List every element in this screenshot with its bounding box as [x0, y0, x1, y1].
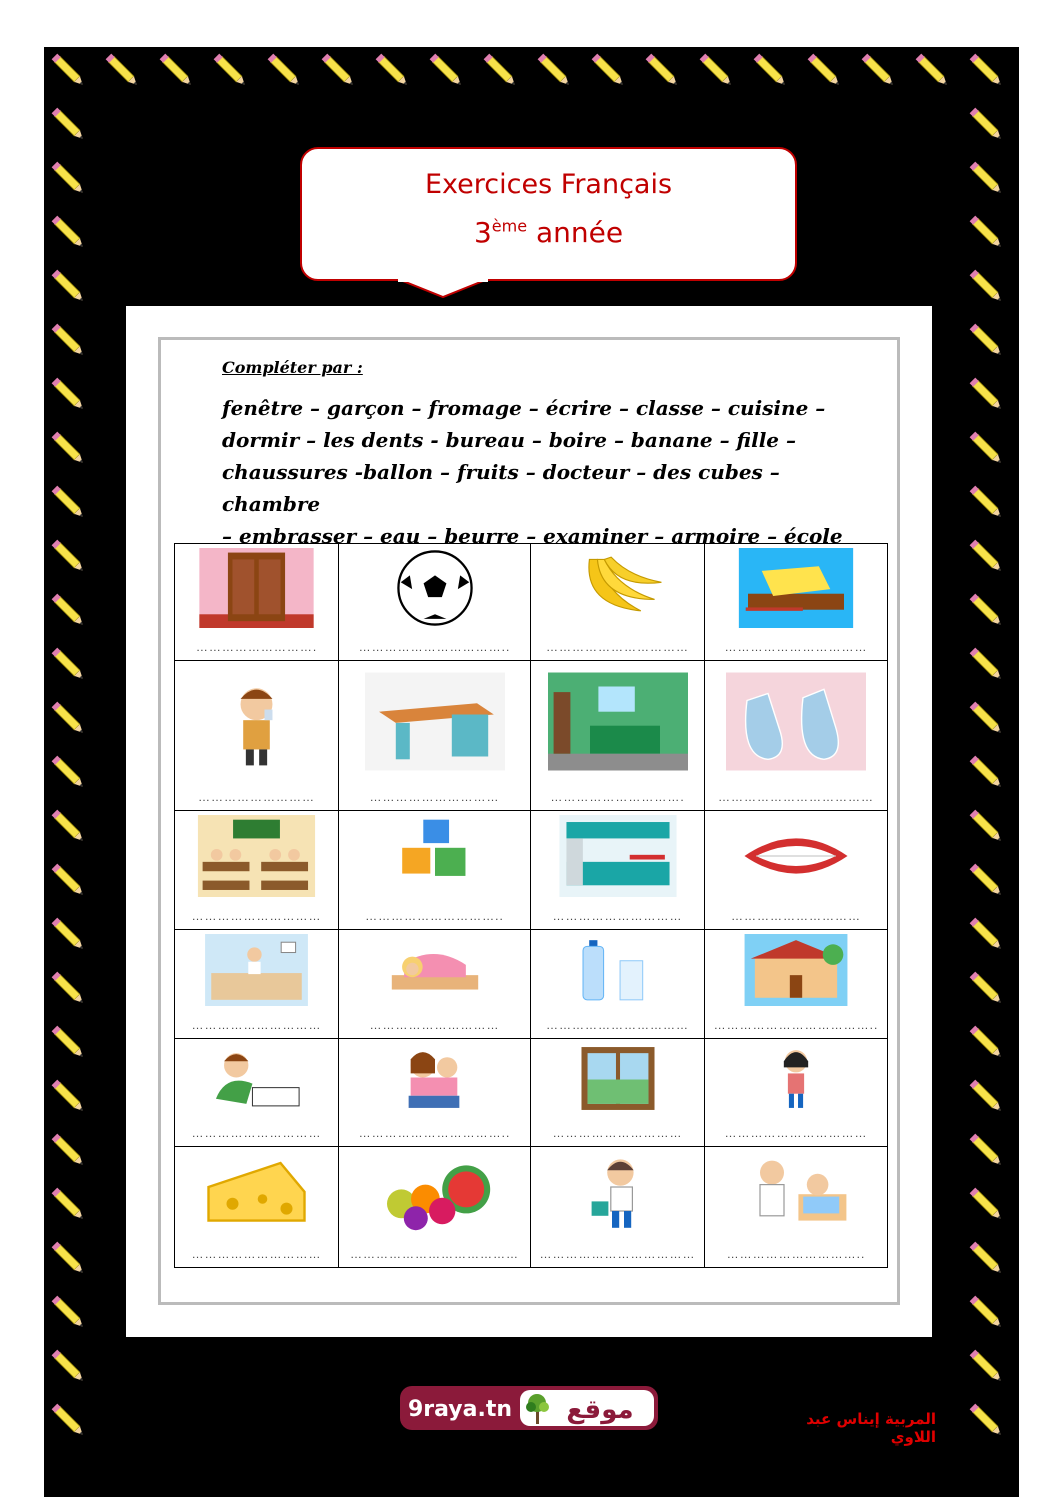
- instruction: Compléter par :: [222, 358, 363, 377]
- title-box: [300, 147, 797, 281]
- answer-blank[interactable]: ……………………………: [546, 640, 689, 654]
- pencil-icon: [966, 1184, 1010, 1228]
- grid-row: [175, 661, 888, 811]
- word-line: – embrasser – eau – beurre – examiner – armoire – école: [222, 524, 843, 548]
- pencil-icon: [966, 266, 1010, 310]
- pencil-icon: [588, 50, 632, 94]
- grid-cell: [705, 1039, 888, 1147]
- pencil-icon: [966, 212, 1010, 256]
- pencil-icon: [48, 1292, 92, 1336]
- pencil-icon: [48, 1400, 92, 1444]
- pencil-icon: [912, 50, 956, 94]
- pencil-icon: [966, 482, 1010, 526]
- pencil-icon: [480, 50, 524, 94]
- grid-cell: [531, 544, 705, 661]
- logo-arabic-text: موقع: [566, 1395, 634, 1425]
- answer-blank[interactable]: ……………………………..: [358, 640, 511, 654]
- word-line: fenêtre – garçon – fromage – écrire – classe – cuisine –: [222, 396, 826, 420]
- answer-blank[interactable]: …………………………: [191, 1247, 322, 1261]
- pencil-icon: [48, 1238, 92, 1282]
- grid-row: [175, 811, 888, 930]
- pencil-icon: [966, 914, 1010, 958]
- pencil-icon: [966, 698, 1010, 742]
- author-credit: المربية إيناس عبد اللاوي: [806, 1410, 936, 1446]
- page-title: Exercices Français: [424, 169, 673, 200]
- pencil-icon: [966, 1130, 1010, 1174]
- answer-blank[interactable]: ………………………………..: [713, 1018, 879, 1032]
- grid-cell: [705, 811, 888, 930]
- answer-blank[interactable]: ………………………………: [539, 1247, 696, 1261]
- answer-blank[interactable]: …………………………..: [365, 909, 504, 923]
- word-line: dormir – les dents - bureau – boire – banane – fille –: [222, 428, 796, 452]
- grid-cell: [339, 544, 531, 661]
- answer-blank[interactable]: …………………………: [731, 909, 861, 923]
- pencil-icon: [48, 1022, 92, 1066]
- pencil-icon: [426, 50, 470, 94]
- answer-blank[interactable]: ……………………….: [195, 640, 318, 654]
- grid-cell: [339, 930, 531, 1039]
- pencil-icon: [48, 212, 92, 256]
- logo-latin-text: 9raya.tn: [407, 1397, 513, 1422]
- answer-blank[interactable]: …………………………: [191, 1018, 322, 1032]
- pencil-icon: [48, 752, 92, 796]
- pencil-icon: [48, 968, 92, 1012]
- pencil-icon: [966, 806, 1010, 850]
- pencil-icon: [966, 320, 1010, 364]
- pencil-icon: [966, 752, 1010, 796]
- pencil-icon: [750, 50, 794, 94]
- grid-row: [175, 544, 888, 661]
- pencil-icon: [48, 374, 92, 418]
- pencil-icon: [48, 590, 92, 634]
- answer-blank[interactable]: …………………………………: [350, 1247, 519, 1261]
- grid-row: [175, 930, 888, 1039]
- pencil-icon: [48, 914, 92, 958]
- grid-cell: [531, 1039, 705, 1147]
- grid-row: [175, 1039, 888, 1147]
- pencil-icon: [156, 50, 200, 94]
- pencil-icon: [966, 50, 1010, 94]
- grid-cell: [175, 1147, 339, 1268]
- grid-cell: [531, 1147, 705, 1268]
- title-box-tail: [398, 279, 498, 299]
- answer-blank[interactable]: …………………………..: [726, 1247, 866, 1261]
- grid-cell: [175, 544, 339, 661]
- pencil-icon: [48, 482, 92, 526]
- grade-label: 3ème année: [473, 216, 624, 249]
- pencil-icon: [48, 1346, 92, 1390]
- grid-cell: [705, 930, 888, 1039]
- pencil-icon: [48, 50, 92, 94]
- pencil-icon: [264, 50, 308, 94]
- answer-blank[interactable]: …………………………: [369, 790, 500, 804]
- pencil-icon: [48, 1076, 92, 1120]
- pencil-icon: [48, 266, 92, 310]
- grid-cell: [175, 1039, 339, 1147]
- pencil-icon: [966, 1076, 1010, 1120]
- pencil-icon: [372, 50, 416, 94]
- pencil-icon: [966, 968, 1010, 1012]
- grid-cell: [531, 661, 705, 811]
- answer-blank[interactable]: …………………………: [191, 909, 322, 923]
- answer-blank[interactable]: ……………………………: [724, 640, 868, 654]
- pencil-icon: [966, 1400, 1010, 1444]
- answer-blank[interactable]: …………………………: [552, 1126, 683, 1140]
- pencil-icon: [48, 644, 92, 688]
- pencil-icon: [102, 50, 146, 94]
- pencil-icon: [696, 50, 740, 94]
- pencil-icon: [48, 698, 92, 742]
- pencil-icon: [966, 590, 1010, 634]
- grid-row: [175, 1147, 888, 1268]
- pencil-icon: [642, 50, 686, 94]
- answer-blank[interactable]: ………………………….: [550, 790, 685, 804]
- answer-blank[interactable]: ………………………………: [718, 790, 874, 804]
- answer-blank[interactable]: …………………………: [552, 909, 683, 923]
- pencil-icon: [48, 860, 92, 904]
- grid-cell: [531, 811, 705, 930]
- pencil-icon: [966, 428, 1010, 472]
- pencil-icon: [48, 104, 92, 148]
- pencil-icon: [48, 536, 92, 580]
- answer-blank[interactable]: ……………………………: [724, 1126, 868, 1140]
- pencil-icon: [48, 806, 92, 850]
- pencil-icon: [48, 1184, 92, 1228]
- pencil-icon: [804, 50, 848, 94]
- pencil-icon: [966, 104, 1010, 148]
- grid-cell: [531, 930, 705, 1039]
- pencil-icon: [966, 860, 1010, 904]
- pencil-icon: [966, 1292, 1010, 1336]
- grid-cell: [705, 1147, 888, 1268]
- word-line: chaussures -ballon – fruits – docteur – des cubes – chambre: [222, 460, 780, 516]
- grid-cell: [705, 544, 888, 661]
- pencil-icon: [966, 158, 1010, 202]
- grid-cell: [339, 1039, 531, 1147]
- answer-blank[interactable]: …………………………: [369, 1018, 500, 1032]
- answer-blank[interactable]: ……………………………: [546, 1018, 689, 1032]
- answer-blank[interactable]: …………………………: [191, 1126, 322, 1140]
- pencil-icon: [966, 374, 1010, 418]
- grid-cell: [339, 811, 531, 930]
- grid-cell: [705, 661, 888, 811]
- answer-blank[interactable]: ………………………: [198, 790, 315, 804]
- pencil-icon: [966, 536, 1010, 580]
- pencil-icon: [48, 158, 92, 202]
- picture-grid: [174, 543, 888, 1268]
- pencil-icon: [534, 50, 578, 94]
- pencil-icon: [48, 428, 92, 472]
- pencil-icon: [966, 1346, 1010, 1390]
- site-logo: [400, 1386, 658, 1430]
- pencil-icon: [210, 50, 254, 94]
- grid-cell: [175, 930, 339, 1039]
- pencil-icon: [48, 320, 92, 364]
- word-bank: [222, 392, 872, 552]
- pencil-icon: [966, 644, 1010, 688]
- grid-cell: [339, 661, 531, 811]
- pencil-icon: [48, 1130, 92, 1174]
- grid-cell: [175, 661, 339, 811]
- answer-blank[interactable]: ……………………………..: [358, 1126, 511, 1140]
- pencil-icon: [318, 50, 362, 94]
- pencil-icon: [858, 50, 902, 94]
- grid-cell: [339, 1147, 531, 1268]
- grid-cell: [175, 811, 339, 930]
- pencil-icon: [966, 1238, 1010, 1282]
- pencil-icon: [966, 1022, 1010, 1066]
